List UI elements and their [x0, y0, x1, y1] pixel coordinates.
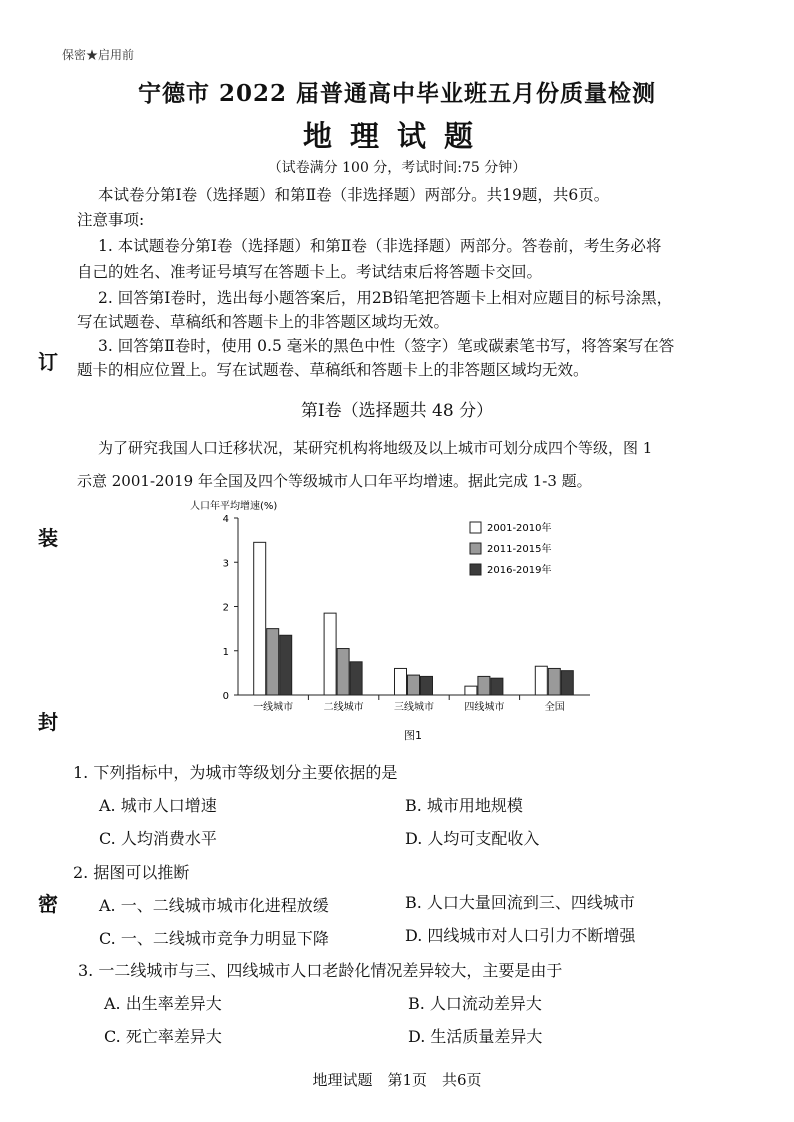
legend-label: 2001-2010年	[487, 523, 552, 534]
bar-3	[280, 635, 292, 695]
bar-1	[324, 613, 336, 695]
bar-3	[421, 676, 433, 695]
passage-line: 示意 2001-2019 年全国及四个等级城市人口年平均增速。据此完成 1-3 题。	[77, 472, 592, 490]
question-stem: 1. 下列指标中，为城市等级划分主要依据的是	[73, 763, 398, 782]
option: A. 出生率差异大	[104, 994, 222, 1013]
note-line: 题卡的相应位置上。写在试题卷、草稿纸和答题卡上的非答题区域均无效。	[77, 361, 589, 379]
x-tick-label: 一线城市	[253, 702, 294, 713]
population-growth-chart	[185, 495, 605, 745]
notes-heading: 注意事项:	[77, 211, 145, 229]
bar-2	[337, 649, 349, 695]
option: C. 人均消费水平	[99, 829, 217, 848]
legend-label: 2011-2015年	[487, 544, 552, 555]
binding-margin-char: 密	[38, 892, 58, 916]
figure-caption: 图1	[404, 729, 422, 742]
passage-line: 为了研究我国人口迁移状况，某研究机构将地级及以上城市可划分成四个等级，图 1	[98, 439, 653, 457]
option: D. 人均可支配收入	[405, 829, 540, 848]
exam-title: 宁德市 2022 届普通高中毕业班五月份质量检测	[137, 80, 657, 107]
option: D. 四线城市对人口引力不断增强	[405, 926, 636, 945]
bar-2	[548, 668, 560, 695]
bar-1	[395, 668, 407, 695]
option: D. 生活质量差异大	[408, 1027, 543, 1046]
option: A. 一、二线城市城市化进程放缓	[99, 896, 329, 915]
y-tick-label: 4	[222, 514, 229, 525]
y-axis-label: 人口年平均增速(%)	[190, 501, 278, 512]
bar-1	[254, 542, 266, 695]
note-line: 自己的姓名、准考证号填写在答题卡上。考试结束后将答题卡交回。	[77, 263, 543, 281]
note-line: 2. 回答第Ⅰ卷时，选出每小题答案后，用2B铅笔把答题卡上相对应题目的标号涂黑，	[98, 289, 673, 307]
legend-swatch	[470, 543, 481, 554]
bar-3	[561, 671, 573, 695]
bar-2	[267, 629, 279, 695]
x-tick-label: 四线城市	[464, 702, 505, 713]
option: B. 人口大量回流到三、四线城市	[405, 893, 635, 912]
binding-margin-char: 封	[38, 710, 58, 734]
bar-2	[478, 676, 490, 695]
section-title: 第Ⅰ卷（选择题共 48 分）	[300, 401, 494, 421]
y-tick-label: 3	[222, 558, 229, 570]
binding-margin-char: 订	[38, 350, 58, 374]
option: C. 死亡率差异大	[104, 1027, 222, 1046]
exam-meta: （试卷满分 100 分，考试时间:75 分钟）	[267, 160, 527, 176]
option: B. 人口流动差异大	[408, 994, 542, 1013]
x-tick-label: 二线城市	[323, 702, 364, 713]
intro-text: 本试卷分第Ⅰ卷（选择题）和第Ⅱ卷（非选择题）两部分。共19题，共6页。	[98, 186, 610, 204]
x-tick-label: 三线城市	[394, 702, 434, 713]
question-stem: 3. 一二线城市与三、四线城市人口老龄化情况差异较大，主要是由于	[78, 961, 563, 980]
bar-1	[535, 666, 547, 695]
x-tick-label: 全国	[544, 702, 565, 713]
legend-label: 2016-2019年	[487, 565, 552, 576]
bar-2	[408, 675, 420, 695]
page-footer: 地理试题 第1页 共6页	[312, 1071, 482, 1089]
subject-title: 地理试题	[302, 119, 491, 153]
legend-swatch	[470, 522, 481, 533]
question-stem: 2. 据图可以推断	[73, 863, 190, 882]
option: C. 一、二线城市竞争力明显下降	[99, 929, 329, 948]
y-tick-label: 2	[222, 602, 229, 614]
bar-1	[465, 686, 477, 695]
note-line: 写在试题卷、草稿纸和答题卡上的非答题区域均无效。	[77, 313, 450, 331]
legend-swatch	[470, 564, 481, 575]
option: B. 城市用地规模	[405, 796, 523, 815]
y-tick-label: 0	[222, 691, 229, 702]
note-line: 3. 回答第Ⅱ卷时，使用 0.5 毫米的黑色中性（签字）笔或碳素笔书写，将答案写在答	[98, 337, 675, 355]
bar-3	[350, 662, 362, 695]
confidential-stamp: 保密★启用前	[62, 48, 135, 62]
bar-3	[491, 678, 503, 695]
binding-margin-char: 装	[38, 526, 58, 550]
option: A. 城市人口增速	[99, 796, 217, 815]
y-tick-label: 1	[222, 646, 229, 658]
note-line: 1. 本试题卷分第Ⅰ卷（选择题）和第Ⅱ卷（非选择题）两部分。答卷前，考生务必将	[98, 237, 662, 255]
